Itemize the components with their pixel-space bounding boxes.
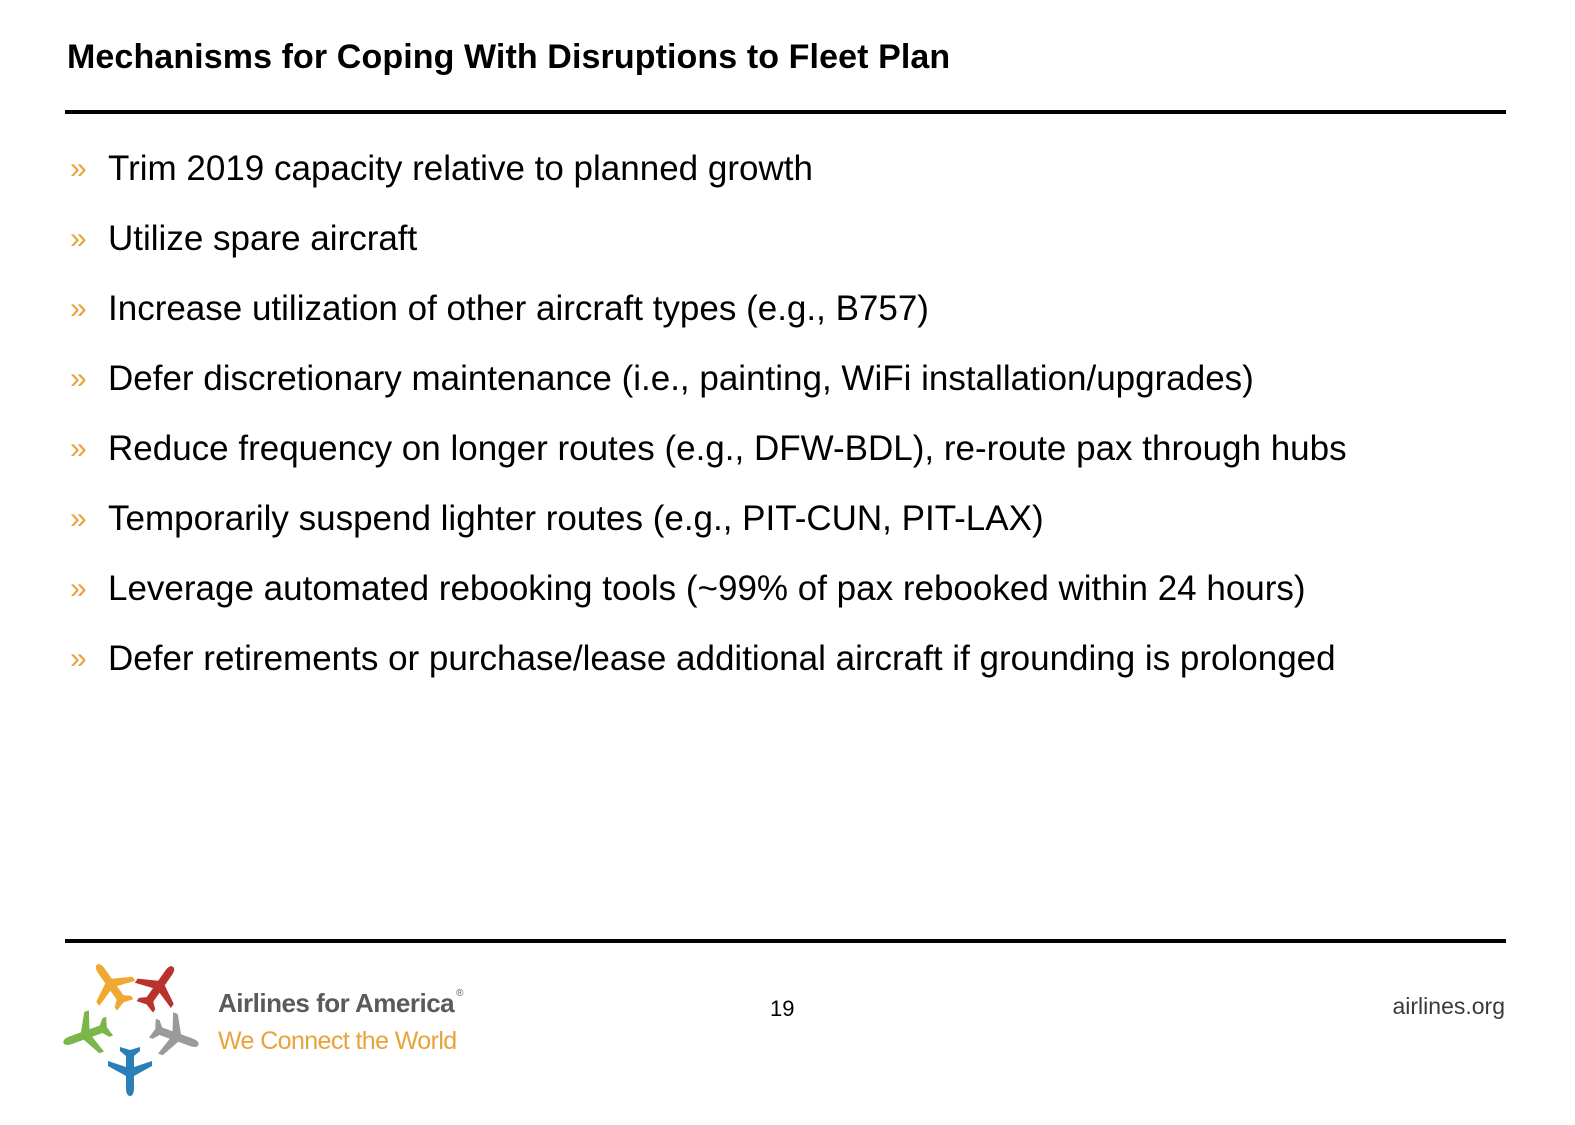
airlines-for-america-logo-icon [62,958,202,1098]
list-item [70,496,1347,566]
title-divider [65,110,1506,114]
brand-block [218,988,463,1056]
bullet-marker-icon: » [70,572,87,605]
orange-plane-icon [79,958,143,1017]
site-url: airlines.org [1392,993,1505,1019]
bullet-list [70,146,1347,706]
page-number: 19 [770,996,795,1021]
bullet-marker-icon: » [70,502,87,535]
list-item [70,146,1347,216]
bullet-text: Utilize spare aircraft [108,219,418,258]
gray-plane-icon [145,1007,202,1065]
bullet-marker-icon: » [70,432,87,465]
list-item [70,426,1347,496]
blue-plane-icon [108,1047,152,1096]
bullet-text: Leverage automated rebooking tools (~99% of pax rebooked within 24 hours) [108,569,1306,608]
bullet-marker-icon: » [70,642,87,675]
brand-name-text: Airlines for America [218,988,455,1018]
green-plane-icon [62,1005,117,1063]
bullet-text: Defer retirements or purchase/lease additional aircraft if grounding is prolonged [108,639,1336,678]
brand-name [218,988,463,1019]
footer-divider [65,939,1506,943]
bullet-text: Defer discretionary maintenance (i.e., painting, WiFi installation/upgrades) [108,359,1254,398]
red-plane-icon [127,958,191,1019]
list-item [70,636,1347,706]
bullet-text: Trim 2019 capacity relative to planned growth [108,149,813,188]
bullet-marker-icon: » [70,292,87,325]
list-item [70,286,1347,356]
bullet-marker-icon: » [70,152,87,185]
bullet-text: Reduce frequency on longer routes (e.g., DFW-BDL), re-route pax through hubs [108,429,1347,468]
list-item [70,566,1347,636]
bullet-text: Increase utilization of other aircraft types (e.g., B757) [108,289,929,328]
bullet-marker-icon: » [70,362,87,395]
bullet-marker-icon: » [70,222,87,255]
registered-mark: ® [456,988,463,999]
slide-title: Mechanisms for Coping With Disruptions to Fleet Plan [67,38,951,76]
list-item [70,216,1347,286]
bullet-text: Temporarily suspend lighter routes (e.g., PIT-CUN, PIT-LAX) [108,499,1044,538]
list-item [70,356,1347,426]
brand-tagline: We Connect the World [218,1027,457,1055]
